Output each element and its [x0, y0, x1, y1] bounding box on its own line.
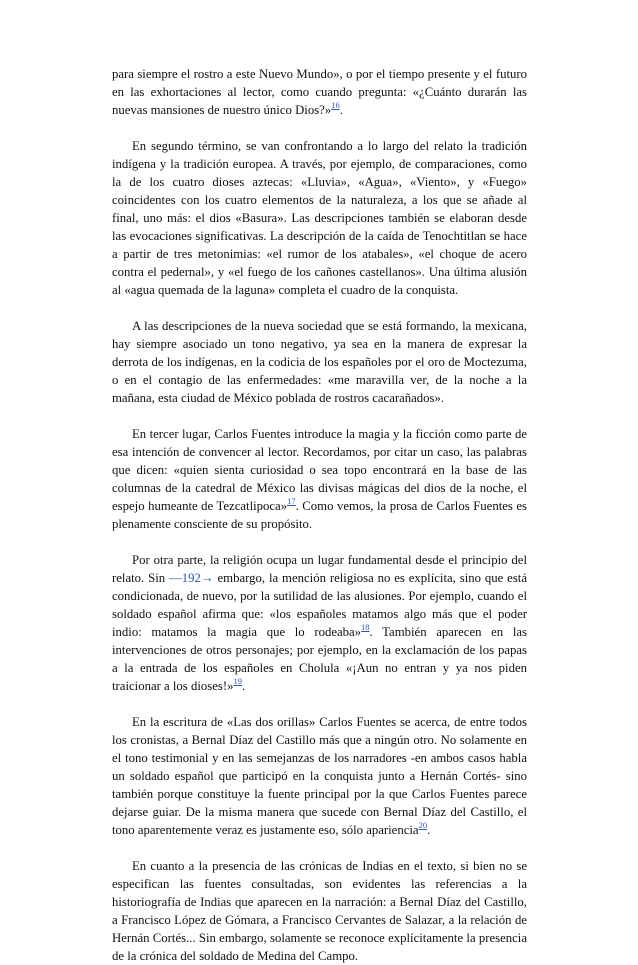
footnote-ref-19[interactable]: 19: [233, 676, 242, 686]
paragraph-text: .: [241, 679, 246, 693]
paragraph-text: Por otra parte, la religión ocupa un lugar fundamental desde el principio del relato. Sin: [112, 553, 527, 585]
paragraph-text: En la escritura de «Las dos orillas» Carlos Fuentes se acerca, de entre todos los cronistas, a Bernal Díaz del Castillo más que a ningún otro. No solamente en el tono testimonial y en las semejanzas de los narradores -en ambos casos habla un soldado español que participó en la conquista junto a Hernán Cortés- sino también porque constituye la fuente principal por la que Carlos Fuentes parece dejarse guiar. De la misma manera que sucede con Bernal Díaz del Castillo, el tono aparentemente veraz es justamente eso, sólo apariencia: [112, 715, 527, 837]
footnote-ref-18[interactable]: 18: [361, 622, 370, 632]
footnote-ref-16[interactable]: 16: [331, 100, 340, 110]
paragraph-text: En tercer lugar, Carlos Fuentes introduce la magia y la ficción como parte de esa intención de convencer al lector. Recordamos, por citar un caso, las palabras que dicen: «quien sienta curiosidad o sea topo encontrará en la base de las columnas de la catedral de México las divisas mágicas del dios de la noche, el espejo humeante de Tezcatlipoca»: [112, 427, 527, 513]
paragraph-2: [112, 137, 527, 299]
paragraph-text: embargo, la mención religiosa no es explícita, sino que está condicionada, de nuevo, por la sutilidad de las alusiones. Por ejemplo, cuando el soldado español afirma que: «los españoles matamos algo más que el poder indio: matamos la magia que lo rodeaba»: [112, 571, 527, 639]
paragraph-text: . Como vemos, la prosa de Carlos Fuentes es plenamente consciente de su propósito.: [112, 499, 527, 531]
paragraph-1: [112, 65, 527, 119]
paragraph-4: [112, 425, 527, 533]
page-number-marker: —192→: [169, 571, 214, 585]
footnote-ref-17[interactable]: 17: [287, 496, 296, 506]
paragraph-text: . También aparecen en las intervenciones de otros personajes; por ejemplo, en la exclamación de los papas a la entrada de los españoles en Cholula «¡Aun no entran y ya nos piden traicionar a los dioses!»: [112, 625, 527, 693]
paragraph-text: En cuanto a la presencia de las crónicas de Indias en el texto, si bien no se especifican las fuentes consultadas, son evidentes las referencias a la historiografía de Indias que aparecen en la narración: a Bernal Díaz del Castillo, a Francisco López de Gómara, a Francisco Cervantes de Salazar, a la relación de Hernán Cortés... Sin embargo, solamente se reconoce explícitamente la presencia de la crónica del soldado de Medina del Campo.: [112, 859, 527, 963]
footnote-ref-20[interactable]: 20: [418, 820, 428, 830]
paragraph-text: .: [339, 103, 343, 117]
paragraph-text: para siempre el rostro a este Nuevo Mundo», o por el tiempo presente y el futuro en las exhortaciones al lector, como cuando pregunta: «¿Cuánto durarán las nuevas mansiones de nuestro único Dios?»: [112, 67, 527, 117]
paragraph-text: .: [427, 823, 431, 837]
paragraph-7: [112, 857, 527, 965]
paragraph-6: [112, 713, 527, 839]
paragraph-3: [112, 317, 527, 407]
paragraph-text: A las descripciones de la nueva sociedad que se está formando, la mexicana, hay siempre asociado un tono negativo, ya sea en la manera de expresar la derrota de los indígenas, en la codicia de los españoles por el oro de Moctezuma, o en el contagio de las enfermedades: «me maravilla ver, de la noche a la mañana, esta ciudad de México poblada de rostros cacarañados».: [112, 319, 527, 405]
paragraph-text: En segundo término, se van confrontando a lo largo del relato la tradición indígena y la tradición europea. A través, por ejemplo, de comparaciones, como la de los cuatro dioses aztecas: «Lluvia», «Agua», «Viento», y «Fuego» coincidentes con los cuatro elementos de la naturaleza, a los que se añade al final, uno más: el dios «Basura». Las descripciones también se elaboran desde las evocaciones significativas. La descripción de la caída de Tenochtitlan se hace a partir de tres metonimias: «el rumor de los atabales», «el choque de acero contra el pedernal», y «el fuego de los cañones castellanos». Una última alusión al «agua quemada de la laguna» completa el cuadro de la conquista.: [112, 139, 527, 297]
paragraph-5: [112, 551, 527, 695]
